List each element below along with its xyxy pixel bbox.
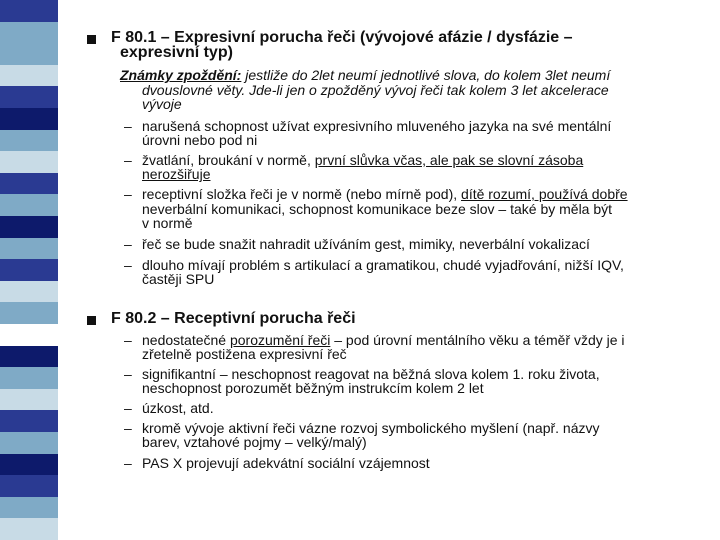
intro-line2: dvouslovné věty. Jde-li jen o zpožděný vývoj řeči tak kolem 3 let akcelerace	[142, 82, 609, 98]
list-item-cont: neverbální komunikaci, schopnost komunikace beze slov – také by měla být	[142, 201, 613, 217]
dash-icon: –	[124, 332, 132, 348]
list-item: nedostatečné porozumění řeči – pod úrovní mentálního věku a téměř vždy je i	[142, 332, 625, 348]
stripe-block	[0, 497, 58, 519]
stripe-block	[0, 302, 58, 324]
list-item: narušená schopnost užívat expresivního mluveného jazyka na své mentální	[142, 118, 612, 134]
stripe-block	[0, 130, 58, 152]
stripe-block	[0, 108, 58, 130]
list-item-cont: barev, vztahové pojmy – velký/malý)	[142, 434, 367, 450]
dash-icon: –	[124, 257, 132, 273]
decorative-stripe	[0, 0, 58, 540]
intro-line3: vývoje	[142, 96, 182, 112]
list-item-cont: neschopnost porozumět běžným instrukcím kolem 2 let	[142, 380, 484, 396]
dash-icon: –	[124, 118, 132, 134]
section2-heading: F 80.2 – Receptivní porucha řeči	[111, 310, 356, 327]
bullet-square-icon	[87, 35, 96, 44]
list-item: žvatlání, broukání v normě, první slůvka včas, ale pak se slovní zásoba	[142, 152, 584, 168]
list-item-cont: častěji SPU	[142, 271, 215, 287]
stripe-block	[0, 367, 58, 389]
stripe-block	[0, 22, 58, 44]
stripe-block	[0, 0, 58, 22]
dash-icon: –	[124, 152, 132, 168]
stripe-block	[0, 475, 58, 497]
stripe-block	[0, 454, 58, 476]
dash-icon: –	[124, 420, 132, 436]
list-item-cont: nerozšiřuje	[142, 166, 211, 182]
stripe-block	[0, 216, 58, 238]
stripe-block	[0, 346, 58, 368]
stripe-block	[0, 410, 58, 432]
list-item: řeč se bude snažit nahradit užíváním gest, mimiky, neverbální vokalizací	[142, 236, 590, 252]
intro-label: Známky zpoždění:	[120, 67, 242, 83]
stripe-block	[0, 389, 58, 411]
list-item-cont: zřetelně postižena expresivní řeč	[142, 346, 347, 362]
intro-text: jestliže do 2let neumí jednotlivé slova, do kolem 3let neumí	[241, 67, 611, 83]
dash-icon: –	[124, 186, 132, 202]
stripe-block	[0, 324, 58, 346]
dash-icon: –	[124, 455, 132, 471]
list-item: úzkost, atd.	[142, 400, 214, 416]
stripe-block	[0, 518, 58, 540]
list-item-cont: v normě	[142, 215, 193, 231]
dash-icon: –	[124, 366, 132, 382]
list-item: PAS X projevují adekvátní sociální vzájemnost	[142, 455, 430, 471]
section1-heading-line2: expresivní typ)	[120, 44, 233, 61]
bullet-square-icon	[87, 316, 96, 325]
stripe-block	[0, 432, 58, 454]
section1-heading-line1: F 80.1 – Expresivní porucha řeči (vývojové afázie / dysfázie –	[111, 29, 573, 46]
stripe-block	[0, 259, 58, 281]
list-item: kromě vývoje aktivní řeči vázne rozvoj symbolického myšlení (např. názvy	[142, 420, 600, 436]
list-item: receptivní složka řeči je v normě (nebo mírně pod), dítě rozumí, používá dobře	[142, 186, 628, 202]
stripe-block	[0, 281, 58, 303]
stripe-block	[0, 86, 58, 108]
stripe-block	[0, 43, 58, 65]
list-item: signifikantní – neschopnost reagovat na běžná slova kolem 1. roku života,	[142, 366, 600, 382]
list-item-cont: úrovni nebo pod ni	[142, 132, 258, 148]
list-item: dlouho mívají problém s artikulací a gramatikou, chudé vyjadřování, nižší IQV,	[142, 257, 624, 273]
stripe-block	[0, 151, 58, 173]
stripe-block	[0, 173, 58, 195]
section1-intro	[120, 68, 610, 82]
stripe-block	[0, 65, 58, 87]
dash-icon: –	[124, 236, 132, 252]
stripe-block	[0, 238, 58, 260]
stripe-block	[0, 194, 58, 216]
dash-icon: –	[124, 400, 132, 416]
